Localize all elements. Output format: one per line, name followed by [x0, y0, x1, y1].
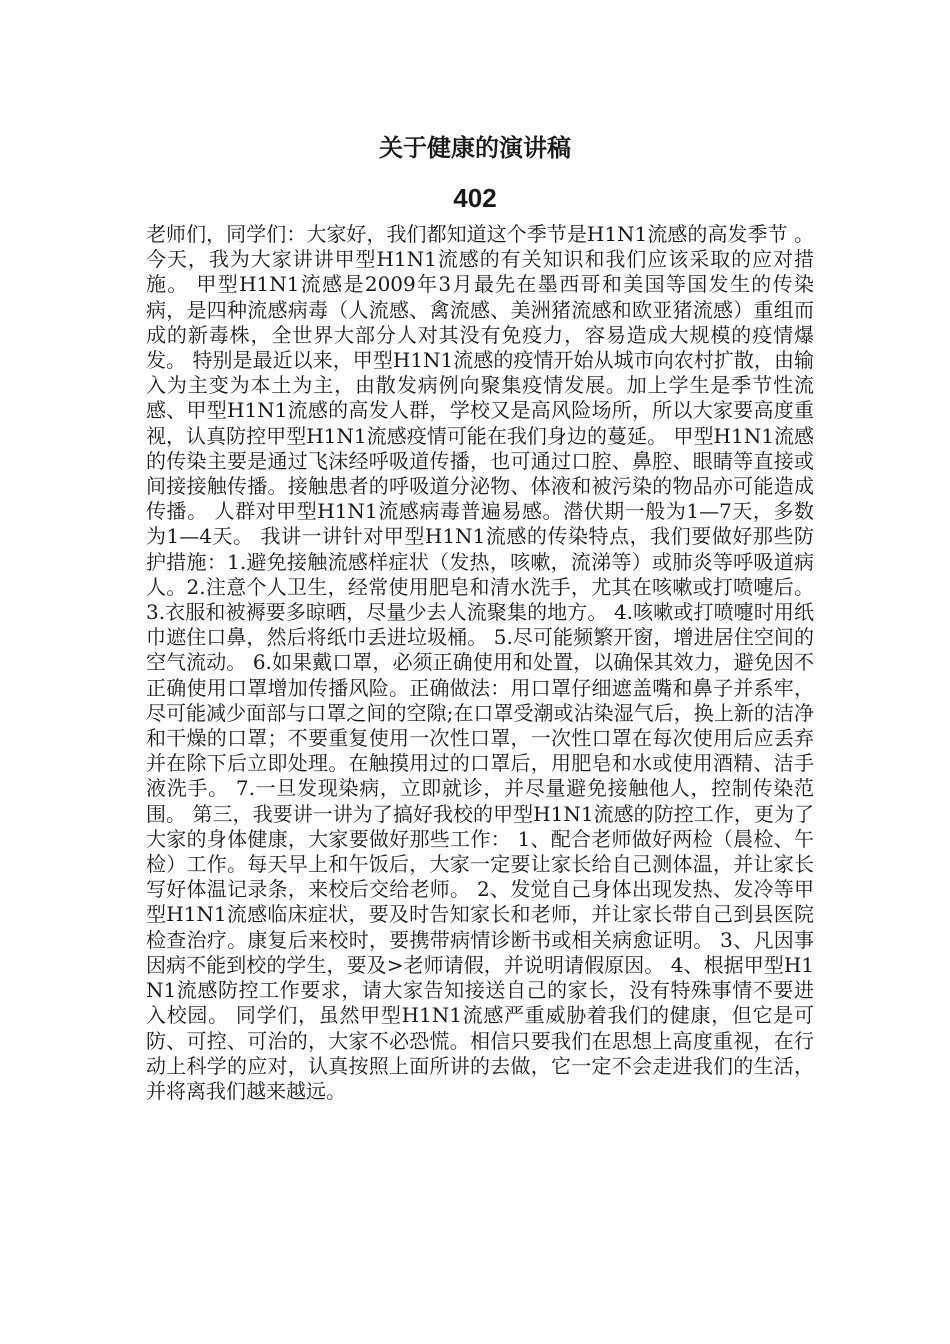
document-title: 关于健康的演讲稿	[379, 134, 571, 162]
document-body: 老师们，同学们：大家好，我们都知道这个季节是H1N1流感的高发季节 。今天，我为大家讲讲甲型H1N1流感的有关知识和我们应该采取的应对措施。 甲型H1N1流感是2009年3月最先在墨西哥和美国等国发生的传染病，是四种流感病毒（人流感、禽流感、美洲猪流感和欧亚猪流感）重组而成的新毒株，全世界大部分人对其没有免疫力，容易造成大规模的疫情爆发。 特别是最近以来，甲型H1N1流感的疫情开始从城市向农村扩散，由输入为主变为本土为主，由散发病例向聚集疫情发展。加上学生是季节性流感、甲型H1N1流感的高发人群，学校又是高风险场所，所以大家要高度重视，认真防控甲型H1N1流感疫情可能在我们身边的蔓延。 甲型H1N1流感的传染主要是通过飞沫经呼吸道传播，也可通过口腔、鼻腔、眼睛等直接或间接接触传播。接触患者的呼吸道分泌物、体液和被污染的物品亦可能造成传播。 人群对甲型H1N1流感病毒普遍易感。潜伏期一般为1—7天，多数为1—4天。 我讲一讲针对甲型H1N1流感的传染特点，我们要做好那些防护措施：1.避免接触流感样症状（发热，咳嗽，流涕等）或肺炎等呼吸道病人。2.注意个人卫生，经常使用肥皂和清水洗手，尤其在咳嗽或打喷嚏后。 3.衣服和被褥要多晾晒，尽量少去人流聚集的地方。 4.咳嗽或打喷嚏时用纸巾遮住口鼻，然后将纸巾丢进垃圾桶。 5.尽可能频繁开窗，增进居住空间的空气流动。 6.如果戴口罩，必须正确使用和处置，以确保其效力，避免因不正确使用口罩增加传播风险。正确做法：用口罩仔细遮盖嘴和鼻子并系牢，尽可能减少面部与口罩之间的空隙;在口罩受潮或沾染湿气后，换上新的洁净和干燥的口罩；不要重复使用一次性口罩，一次性口罩在每次使用后应丢弃并在除下后立即处理。在触摸用过的口罩后，用肥皂和水或使用酒精、洁手液洗手。 7.一旦发现染病，立即就诊，并尽量避免接触他人，控制传染范围。 第三，我要讲一讲为了搞好我校的甲型H1N1流感的防控工作，更为了大家的身体健康，大家要做好那些工作： 1、配合老师做好两检（晨检、午检）工作。每天早上和午饭后，大家一定要让家长给自己测体温，并让家长写好体温记录条，来校后交给老师。 2、发觉自己身体出现发热、发冷等甲型H1N1流感临床症状，要及时告知家长和老师，并让家长带自己到县医院检查治疗。康复后来校时，要携带病情诊断书或相关病愈证明。 3、凡因事因病不能到校的学生，要及>老师请假，并说明请假原因。 4、根据甲型H1N1流感防控工作要求，请大家告知接送自己的家长，没有特殊事情不要进入校园。 同学们，虽然甲型H1N1流感严重威胁着我们的健康，但它是可防、可控、可治的，大家不必恐慌。相信只要我们在思想上高度重视，在行动上科学的应对，认真按照上面所讲的去做，它一定不会走进我们的生活，并将离我们越来越远。	[146, 222, 814, 1103]
document-number: 402	[453, 183, 497, 213]
